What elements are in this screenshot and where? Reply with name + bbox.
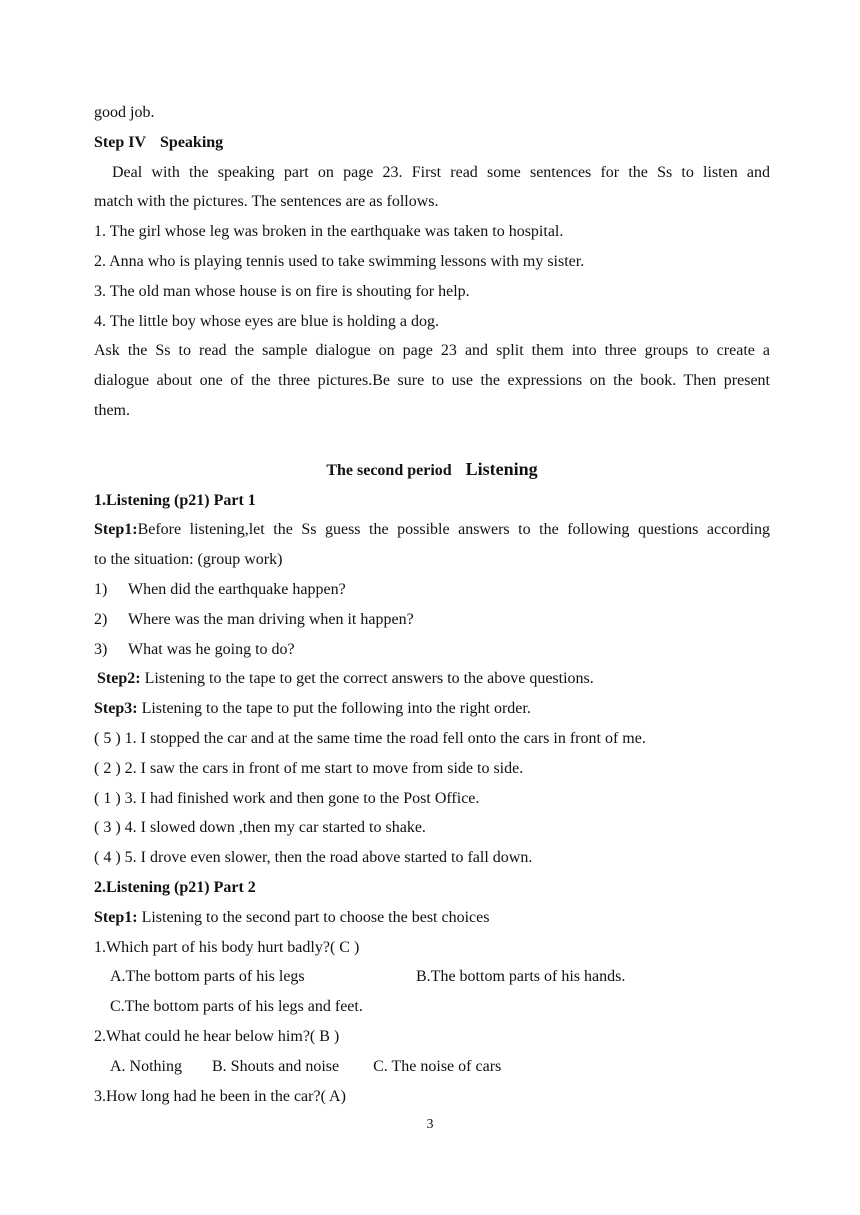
- choice-a: A. Nothing: [110, 1057, 182, 1075]
- question-number: 3): [94, 640, 108, 658]
- step-label: Step2:: [97, 670, 141, 688]
- choice-a: A.The bottom parts of his legs: [110, 968, 305, 986]
- order-item: ( 1 ) 3. I had finished work and then gone to the Post Office.: [94, 789, 480, 807]
- paragraph-line: Deal with the speaking part on page 23. First read some sentences for the Ss to listen and: [112, 163, 770, 181]
- choice-c: C.The bottom parts of his legs and feet.: [110, 998, 363, 1016]
- step-line: [94, 694, 770, 724]
- step-line: [94, 903, 770, 933]
- question-item: [94, 575, 770, 605]
- sentence-item: 1. The girl whose leg was broken in the earthquake was taken to hospital.: [94, 223, 564, 241]
- page-number: 3: [426, 1117, 434, 1132]
- step-label: Step1:: [94, 908, 138, 926]
- choice-row: [94, 1052, 770, 1082]
- order-item: ( 3 ) 4. I slowed down ,then my car started to shake.: [94, 819, 426, 837]
- order-item: ( 5 ) 1. I stopped the car and at the same time the road fell onto the cars in front of me.: [94, 729, 646, 747]
- step-line: [94, 664, 770, 694]
- step-text: Listening to the tape to get the correct answers to the above questions.: [140, 670, 594, 688]
- section-heading: 2.Listening (p21) Part 2: [94, 878, 256, 896]
- question-text: What was he going to do?: [128, 640, 295, 658]
- question-number: 2): [94, 610, 108, 628]
- choice-b: B. Shouts and noise: [212, 1057, 340, 1075]
- choice-row: [94, 962, 770, 992]
- step-label: Step3:: [94, 700, 138, 718]
- step-text: Before listening,let the Ss guess the possible answers to the following questions according: [137, 521, 770, 539]
- question-item: 3.How long had he been in the car?( A): [94, 1087, 346, 1105]
- paragraph-line: Ask the Ss to read the sample dialogue on page 23 and split them into three groups to create a: [94, 342, 770, 360]
- question-number: 1): [94, 580, 108, 598]
- order-item: ( 4 ) 5. I drove even slower, then the road above started to fall down.: [94, 849, 533, 867]
- question-item: 2.What could he hear below him?( B ): [94, 1027, 340, 1045]
- text-line: good job.: [94, 104, 155, 121]
- paragraph-line: dialogue about one of the three pictures.Be sure to use the expressions on the book. Then present: [94, 372, 770, 390]
- question-item: [94, 635, 770, 665]
- paragraph-line: to the situation: (group work): [94, 551, 283, 569]
- question-text: When did the earthquake happen?: [128, 580, 346, 598]
- step-text: Listening to the tape to put the following into the right order.: [137, 700, 531, 718]
- question-text: Where was the man driving when it happen?: [128, 610, 414, 628]
- question-item: 1.Which part of his body hurt badly?( C ): [94, 938, 360, 956]
- step-title: Speaking: [160, 133, 224, 151]
- section-heading: 1.Listening (p21) Part 1: [94, 491, 256, 509]
- paragraph-line: them.: [94, 401, 130, 419]
- period-subtitle: Listening: [465, 458, 538, 479]
- paragraph-line: [94, 515, 770, 545]
- step-label: Step1:: [94, 521, 138, 539]
- sentence-item: 3. The old man whose house is on fire is shouting for help.: [94, 282, 470, 300]
- step-label: Step IV: [94, 133, 147, 151]
- step-heading: [94, 128, 770, 158]
- document-page: [94, 98, 770, 1111]
- step-text: Listening to the second part to choose the best choices: [137, 908, 490, 926]
- choice-c: C. The noise of cars: [373, 1057, 502, 1075]
- order-item: ( 2 ) 2. I saw the cars in front of me start to move from side to side.: [94, 759, 524, 777]
- paragraph-line: match with the pictures. The sentences are as follows.: [94, 193, 439, 211]
- sentence-item: 4. The little boy whose eyes are blue is holding a dog.: [94, 312, 439, 330]
- question-item: [94, 605, 770, 635]
- choice-b: B.The bottom parts of his hands.: [416, 968, 626, 986]
- sentence-item: 2. Anna who is playing tennis used to take swimming lessons with my sister.: [94, 252, 585, 270]
- section-title: [94, 455, 770, 486]
- period-title: The second period: [326, 461, 452, 479]
